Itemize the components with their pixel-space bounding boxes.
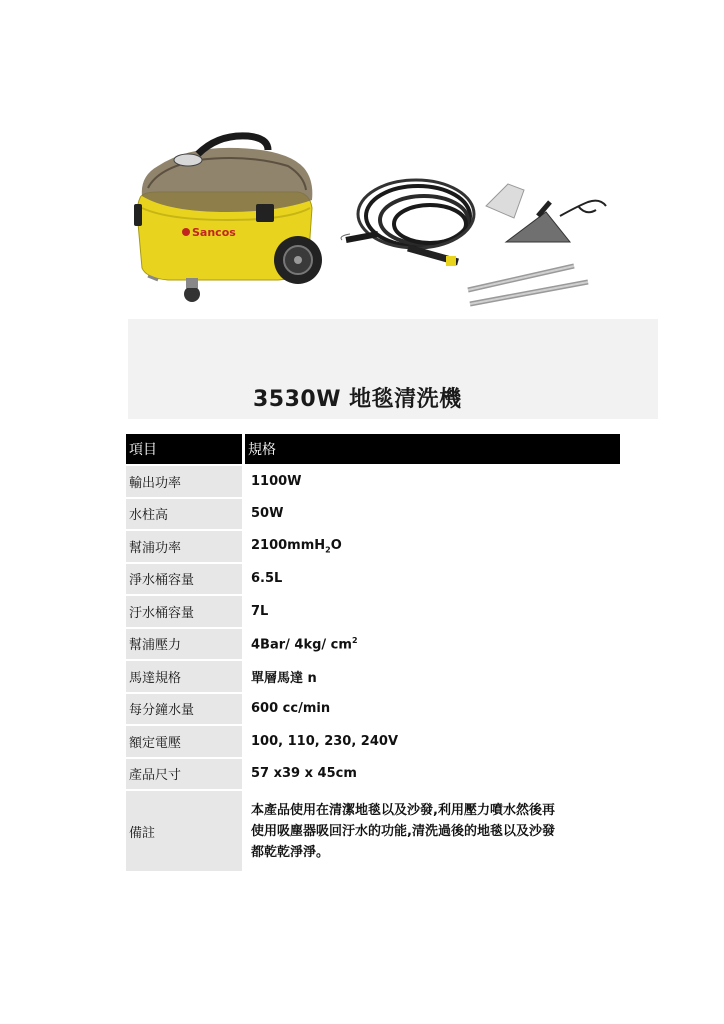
table-row [126, 564, 620, 595]
row-value: 6.5L [251, 571, 283, 587]
row-value: 50W [251, 506, 284, 522]
row-label: 水柱高 [126, 499, 245, 530]
table-row-note [126, 791, 620, 871]
machine-photo [128, 128, 328, 310]
spec-table [126, 432, 620, 873]
note-line: 都乾乾淨淨。 [251, 844, 330, 860]
row-label: 幫浦壓力 [126, 629, 245, 660]
row-label: 汙水桶容量 [126, 596, 245, 627]
row-label: 備註 [126, 791, 245, 871]
row-value-note [245, 791, 620, 871]
table-header-row [126, 434, 620, 464]
table-row [126, 596, 620, 627]
table-row [126, 694, 620, 725]
svg-text:Sancos: Sancos [192, 226, 236, 239]
table-row [126, 499, 620, 530]
row-label: 產品尺寸 [126, 759, 245, 790]
row-value: 1100W [251, 473, 302, 489]
accessories-photo [338, 176, 610, 312]
table-row [126, 726, 620, 757]
note-line: 本產品使用在清潔地毯以及沙發,利用壓力噴水然後再 [251, 802, 555, 818]
table-row [126, 661, 620, 692]
note-line: 使用吸塵器吸回汙水的功能,清洗過後的地毯以及沙發 [251, 823, 555, 839]
row-value: 57 x39 x 45cm [251, 766, 357, 782]
row-label: 輸出功率 [126, 466, 245, 497]
row-label: 幫浦功率 [126, 531, 245, 562]
header-item: 項目 [126, 434, 245, 464]
row-value: 4Bar/ 4kg/ $cm^2$ [251, 635, 358, 652]
row-label: 馬達規格 [126, 661, 245, 692]
row-label: 淨水桶容量 [126, 564, 245, 595]
product-title: 3530W 地毯清洗機 [253, 387, 462, 412]
row-label: 額定電壓 [126, 726, 245, 757]
table-row [126, 629, 620, 660]
row-value: 600 cc/min [251, 701, 331, 717]
row-value: 7L [251, 603, 269, 619]
table-row [126, 531, 620, 562]
row-value: 100, 110, 230, 240V [251, 733, 398, 749]
row-value: 單層馬達 n [251, 670, 317, 686]
row-value: 2100mmH$_2$O [251, 537, 342, 555]
row-label: 每分鐘水量 [126, 694, 245, 725]
table-row [126, 466, 620, 497]
table-row [126, 759, 620, 790]
header-spec: 規格 [245, 434, 620, 464]
